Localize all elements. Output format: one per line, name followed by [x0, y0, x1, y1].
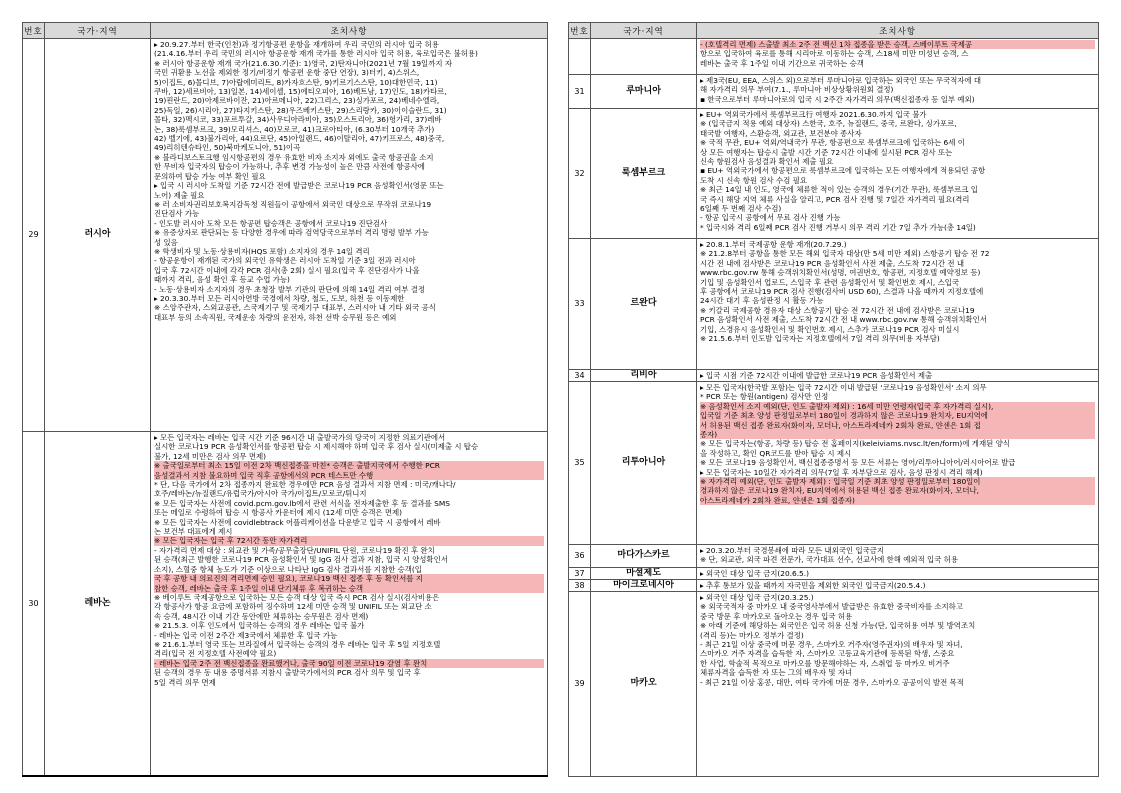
measure-line: 6일째 두 번째 검사 수검)	[700, 204, 782, 214]
measure-cell	[697, 239, 1099, 370]
row-number: 32	[569, 109, 591, 239]
measure-line: 24시간 대기 후 음성판정 시 활동 가능	[700, 296, 824, 306]
measure-line: 상 모든 여행자는 탑승시 출발 시간 기준 72시간 이내에 실시된 PCR 검사 또는	[700, 147, 953, 157]
measure-line: ※ 단, 외교관, 외국 파견 전문가, 국가대표 선수, 선교사에 한해 예외적 입국 허용	[700, 555, 958, 565]
row-number: 29	[23, 39, 45, 432]
country-name: 레바논	[45, 432, 151, 777]
measure-cell	[697, 109, 1099, 239]
measure-line: ※ 학생비자 및 노동·상용비자(HQS 포함) 소지자의 경우 14일 격리	[154, 246, 370, 256]
measure-line: 된 승객(최근 발행한 코로나19 PCR 음성확인서 및 IgG 검사 결과 지참, 입국 시 양성확인서	[154, 555, 448, 565]
row-number	[569, 39, 591, 75]
measure-line: - 자가격리 면제 대상 : 외교관 및 가족/공무출장단/UNIFIL 단원, 코로나19 확진 후 완치	[154, 545, 435, 555]
measure-line: - 레바논 입국 이전 2주간 제3국에서 체류한 후 입국 가능	[154, 630, 338, 640]
measure-line: ※ 블라디보스토크행 임시항공편의 경우 유효한 비자 소지자 외에도 출국 항공권을 소지	[154, 152, 434, 162]
measure-line: 국 즉시 해당 지역 체류 사실을 알리고, PCR 검사 진행 및 7일간 자가격리 필요(격리	[700, 194, 970, 204]
measure-cell	[697, 382, 1099, 545]
measure-line: ※ 21.2.8부터 공항을 통한 모든 해외 입국자 대상(만 5세 미만 제외) 스항공기 탑승 전 72	[700, 249, 990, 259]
measure-line: PCR 음성확인서 사전 제출, 스도착 72시간 전 내 www.rbc.gov.rw 통해 승객위치확인서	[700, 315, 987, 325]
table-row	[569, 568, 1099, 580]
measure-line: - 최근 21일 이상 중국에 머문 경우, 스마카오 거주자(영주권자)의 배우자 및 자녀,	[700, 640, 963, 650]
measure-line: ▸ 20.3.30.부터 모든 러시아연방 국경에서 차량, 철도, 도보, 하천 등 이동제한	[154, 293, 405, 303]
row-number: 39	[569, 592, 591, 777]
document-page	[22, 22, 1099, 777]
table-row	[569, 239, 1099, 370]
measure-line: ※ 음성확인서 소지 예외(단, 인도 출발자 제외) : 16세 미만 연령자(입국 후 자가격리 실시),	[700, 402, 1095, 411]
header-num: 번호	[23, 23, 45, 39]
measure-cell	[697, 39, 1099, 75]
measure-line: 격리(입국 전 지정호텔 사전예약 필요)	[154, 649, 277, 659]
measure-line: ※ 스앙주관자, 스외교공관, 스국제기구 및 국제기구 대표부, 스러시아 내 기타 외국 공식	[154, 303, 436, 313]
measure-line: ※ 모든 입국자는(항공, 차량 등) 탑승 전 홈페이지(keleiviams.nvsc.lt/en/form)에 게재된 양식	[700, 439, 1010, 449]
measure-line: ▸ 입국 시 러시아 도착일 기준 72시간 전에 발급받은 코로나19 PCR 음성확인서(영문 또는	[154, 181, 444, 191]
table-row	[569, 592, 1099, 777]
measure-line: 레바논 출국 후 1주일 이내 기간으로 귀국하는 승객	[700, 58, 864, 68]
measure-line: 불가, 12세 미만은 검사 의무 면제)	[154, 451, 267, 461]
measure-line: ▪ EU+ 역외국가에서 항공편으로 룩셈부르크에 입국하는 모든 여행자에게 적용되던 공항	[700, 166, 986, 176]
measure-line: - 항공 입국시 공항에서 무료 검사 진행 가능	[700, 213, 841, 223]
measure-line: ※ 유증상자로 판단되는 등 다양한 경우에 따라 검역당국으로부터 격리 명령 발부 가능	[154, 228, 429, 238]
measure-line: 노어) 제출 필요	[154, 190, 205, 200]
measure-line: ▸ 20.9.27.부터 한국(인천)과 정기항공편 운항을 재개하여 우리 국민의 러시아 입국 허용	[154, 40, 439, 49]
row-number: 30	[23, 432, 45, 777]
measure-line: 대표부 등의 소속직원, 국제운송 차량의 운전자, 하천 선박 승무원 등은 예외	[154, 312, 397, 322]
row-number: 31	[569, 75, 591, 109]
country-name: 마다가스카르	[591, 545, 697, 568]
country-name: 마이크로네시아	[591, 580, 697, 592]
measure-line: * PCR 또는 항원(antigen) 검사만 인정	[700, 392, 829, 402]
table-row	[23, 432, 548, 777]
country-name: 루마니아	[591, 75, 697, 109]
measure-line: 19)핀란드, 20)아제르바이잔, 21)아르메니아, 22)그리스, 23)싱가포르, 24)베네수엘라,	[154, 96, 440, 106]
country-name: 르완다	[591, 239, 697, 370]
measure-line: ※ 키갈리 국제공항 경유자 대상 스항공기 탑승 전 72시간 전 내에 검사받은 코로나19	[700, 305, 975, 315]
measure-line: 25)독일, 26)시리아, 27)타지키스탄, 28)우즈베키스탄, 29)스리랑카, 30)이이슬란드, 31)	[154, 105, 447, 115]
measure-line: ※ 베이루트 국제공항으로 입국하는 모든 승객 대상 입국 즉시 PCR 검사 실시(검사비용은	[154, 592, 440, 602]
measure-line: * 단, 다음 국가에서 2차 접종까지 완료한 경우에만 PCR 음성 결과서 지참 면제 : 미국/캐나다/	[154, 480, 456, 490]
measure-line: - (호텔격리 면제) 스출발 최소 2주 전 백신 1차 접종을 받은 승객, 스베이루트 국제공	[700, 40, 1095, 49]
measure-line: ※ 러 소비자권리보호복지감독청 직원들이 공항에서 외국인 대상으로 무작위 코로나19	[154, 199, 432, 209]
measure-line: ※ 21.6.1.부터 영국 또는 브라질에서 입국하는 승객의 경우 레바논 입국 후 5일 지정호텔	[154, 639, 441, 649]
measure-line: 입국일 기준 최초 양성 판정일로부터 180일이 경과하지 않은 코로나19 완치자, EU지역에	[700, 411, 1095, 420]
measure-line: 해 자가격리 의무 부여(7.1., 루마니아 비상상황위원회 결정)	[700, 85, 894, 95]
measure-line: 속 승객, 48시간 이내 기간 동안에만 체류하는 승무원은 검사 면제)	[154, 611, 369, 621]
measure-line: ▸ 20.8.1.부터 국제공항 운항 재개(20.7.29.)	[700, 240, 847, 249]
measure-line: - 최근 21일 이상 홍콩, 대만, 여타 국가에 머문 경우, 스마카오 공공이익 발전 목적	[700, 677, 964, 687]
header-measure: 조치사항	[151, 23, 548, 39]
measure-line: 각 항공사가 항공 요금에 포함하여 징수하며 12세 미만 승객 및 UNIFIL 또는 외교단 소	[154, 602, 432, 612]
measure-line: ※ 모든 코로나19 음성확인서, 백신접종증명서 등 모든 서류는 영어/리투아니아어/러시아어로 발급	[700, 458, 1016, 468]
measure-line: 후 공항에서 코로나19 PCR 검사 진행(검사비 USD 60), 스결과 나올 때까지 지정호텔에	[700, 287, 984, 297]
measure-line: 문의하여 탑승 가능 여부 확인 필요	[154, 171, 266, 181]
measure-line: 국민 귀환용 노선을 제외한 정기/비정기 항공편 운항 중단 연장), 3)터키, 4)스위스,	[154, 68, 420, 78]
measure-line: ※ 출국일로부터 최소 15일 이전 2차 백신접종을 마친* 승객은 출발지국에서 수행한 PCR	[154, 461, 544, 470]
table-row	[569, 580, 1099, 592]
measure-line: 서 허용된 백신 접종 완료자(화이자, 모더나, 아스트라제네카 2회차 완료, 얀센은 1회 접	[700, 421, 1095, 430]
measure-line: 쿠바, 12)세르비아, 13)일본, 14)세이셸, 15)에티오피아, 16)베트남, 17)인도, 18)카타르,	[154, 87, 447, 97]
measure-line: ※ 21.5.6.부터 인도발 입국자는 지정호텔에서 7일 격리 의무(비용 자부담)	[700, 334, 940, 344]
measure-line: 성 있음	[154, 237, 178, 247]
measure-line: 종자)	[700, 430, 1095, 439]
measure-line: ※ 최근 14일 내 인도, 영국에 체류한 적이 있는 승객의 경우(기간 무관), 룩셈부르크 입	[700, 185, 978, 195]
country-name: 룩셈부르크	[591, 109, 697, 239]
measure-line: ▸ 모든 입국자는 10일간 자가격리 의무(7일 후 자부담으로 검사, 음성 판정시 격리 해제)	[700, 467, 983, 477]
row-number: 38	[569, 580, 591, 592]
measure-line: 호주/레바논/뉴질랜드/유럽국가/아시아 국가/이집트/모로코/튀니지	[154, 489, 367, 499]
left-table	[22, 22, 548, 777]
right-header-row	[569, 23, 1099, 39]
measure-line: 참한 승객, 레바논 출국 후 1주일 이내 단기체류 후 복귀하는 승객	[154, 584, 544, 593]
measure-line: ※ 자가격리 예외(단, 인도 출발자 제외) : 입국일 기준 최초 양성 판정일로부터 180일이	[700, 477, 1095, 486]
measure-line: ※ 21.5.3. 이후 인도에서 입국하는 승객의 경우 레바논 입국 불가	[154, 621, 365, 631]
measure-line: 실시한 코로나19 PCR 음성확인서를 항공편 탑승 시 제시해야 하며 입국 후 검사 실시(미제출 시 탑승	[154, 442, 479, 452]
measure-line: ※ 외국국적자 중 마카오 내 중국영사부에서 발급받은 유효한 중국비자를 소지하고	[700, 602, 963, 612]
table-row	[23, 39, 548, 432]
header-country: 국가·지역	[591, 23, 697, 39]
header-num: 번호	[569, 23, 591, 39]
measure-line: ▸ 추후 통보가 있을 때까지 자국민을 제외한 외국인 입국금지(20.5.4.)	[700, 581, 926, 590]
header-measure: 조치사항	[697, 23, 1099, 39]
measure-line: ※ 모든 입국자는 입국 후 72시간 동안 자가격리	[154, 536, 544, 545]
measure-line: - 노동·상용비자 소지자의 경우 초청장 발부 기관의 판단에 의해 14일 격리 여부 결정	[154, 284, 426, 294]
measure-line: 기입 및 음성확인서 업로드, 스입국 후 관련 음성확인서 및 확인번호 제시, 스입국	[700, 277, 960, 287]
measure-line: 신속 항원검사 음성결과 확인서 제출 필요	[700, 157, 834, 167]
measure-line: 음성결과서 지참 불요하며 입국 직후 공항에서의 PCR 테스트만 수행	[154, 471, 544, 480]
measure-cell	[697, 592, 1099, 777]
measure-line: (격리 등)는 마카오 정부가 결정)	[700, 630, 804, 640]
measure-line: 스마카오 거주 자격을 습득한 자, 스마카오 고등교육기관에 등록된 학생, 스중요	[700, 649, 955, 659]
measure-line: (21.4.16.부터 우리 국민의 러시아 항공운항 재개 국가를 통한 러시아 입국 허용, 육로입국은 불허용)	[154, 49, 478, 59]
country-name	[591, 39, 697, 75]
country-name: 러시아	[45, 39, 151, 432]
measure-line: * 입국시와 격리 6일째 PCR 검사 진행 거부시 의무 격리 기간 7일 추가 가능(총 14일)	[700, 222, 976, 232]
measure-cell	[697, 545, 1099, 568]
measure-line: 때까지 격리, 음성 확인 후 등교 수업 가능)	[154, 275, 290, 285]
measure-line: - 인도발 러시아 도착 모든 항공편 탑승객은 공항에서 코로나19 진단검사	[154, 218, 388, 228]
measure-line: 기입, 스경유시 음성확인서 및 확인번호 제시, 스추가 코로나19 PCR 검사 미실시	[700, 324, 960, 334]
measure-line: 시간 전 내에 검사받은 코로나19 PCR 음성확인서 사전 제출, 스도착 72시간 전 내	[700, 258, 965, 268]
measure-line: 42) 벨기에, 43)불가리아, 44)요르단, 45)아일랜드, 46)이탈리아, 47)키프로스, 48)중국,	[154, 134, 445, 144]
table-row	[569, 109, 1099, 239]
measure-line: ▸ 제3국(EU, EEA, 스위스 외)으로부터 루마니아로 입국하는 외국인 또는 무국적자에 대	[700, 76, 982, 85]
measure-line: 또는 메일로 수령하여 탑승 시 항공사 카운터에 제시 (12세 미만 승객은 면제)	[154, 508, 403, 518]
measure-line: 논, 38)룩셈부르크, 39)모리셔스, 40)모로코, 41)크로아티아, (6.30부터 10개국 추가)	[154, 124, 435, 134]
measure-line: ▪ 한국으로부터 루마니아로의 입국 시 2주간 자가격리 의무(백신접종자 등 일부 예외)	[700, 94, 975, 104]
left-header-row	[23, 23, 548, 39]
measure-line: 논 보건부 대표에게 제시	[154, 527, 233, 537]
measure-line: www.rbc.gov.rw 통해 승객위치확인서(성명, 여권번호, 항공편, 지정호텔 예약정보 등)	[700, 268, 981, 278]
measure-line: 태국발 여행자, 스환승객, 외교관, 보건분야 종사자	[700, 128, 862, 138]
measure-line: 아스트라제네카 2회차 완료, 얀센은 1회 접종자)	[700, 496, 1095, 505]
table-row	[569, 545, 1099, 568]
measure-line: 입국 후 72시간 이내에 각각 PCR 검사(총 2회) 실시 필요(입국 후 진단검사가 나올	[154, 265, 420, 275]
measure-line: ▸ 모든 입국자(한국발 포함)는 입국 72시간 이내 발급된 '코로나19 음성확인서' 소지 의무	[700, 383, 987, 392]
measure-line: 경과하지 않은 코로나19 완치자, EU지역에서 허용된 백신 접종 완료자(화이자, 모더나,	[700, 486, 1095, 495]
country-name: 리비아	[591, 370, 697, 382]
measure-line: ※ 러시아 항공운항 재개 국가(21.6.30.기준): 1)영국, 2)탄자니아(2021년 7월 19일까지 자	[154, 58, 452, 68]
measure-line: 몰타, 32)멕시코, 33)포르투갈, 34)사우디아라비아, 35)오스트리아, 36)헝가리, 37)레바	[154, 115, 442, 125]
measure-cell	[697, 370, 1099, 382]
measure-line: ▸ 외국인 대상 입국 금지(20.6.5.)	[700, 569, 809, 578]
measure-line: 한 사업, 학술적 목적으로 마카오를 방문해야하는 자, 스취업 등 마카오 비거주	[700, 658, 950, 668]
measure-cell	[697, 568, 1099, 580]
table-row	[569, 75, 1099, 109]
country-name: 마셜제도	[591, 568, 697, 580]
country-name: 리투아니아	[591, 382, 697, 545]
measure-cell	[151, 432, 548, 777]
country-name: 마카오	[591, 592, 697, 777]
measure-line: 49)리히텐슈타인, 50)북마케도니아, 51)이곡	[154, 143, 301, 153]
measure-line: ▸ EU+ 역외국가에서 룩셈부르크行 여행자 2021.6.30.까지 입국 불가	[700, 110, 927, 119]
measure-line: 소지), 스혈중 항체 농도가 기준 이상으로 나타난 IgG 검사 결과서를 지참한 승객(입	[154, 564, 422, 574]
measure-line: ▸ 20.3.20.부터 국경봉쇄에 따라 모든 내외국인 입국금지	[700, 546, 885, 555]
measure-line: 도착 시 신속 항원 검사 수검 필요	[700, 175, 807, 185]
measure-line: ※ 아래 기준에 해당하는 외국인은 입국 허용 신청 가능(단, 입국허용 여부 및 방역조치	[700, 621, 976, 631]
measure-line: ※ 국적 무관, EU+ 역외/역내국가 무관, 항공편으로 룩셈부르크에 입국하는 6세 이	[700, 138, 965, 148]
table-row	[569, 39, 1099, 75]
row-number: 34	[569, 370, 591, 382]
measure-line: 5)이집트, 6)몰디브, 7)아랍에미리트, 8)카자흐스탄, 9)키르기스스탄, 10)대한민국, 11)	[154, 77, 438, 87]
measure-line: ※ 모든 입국자는 사전에 covid.pcm.gov.lb에서 관련 서식을 전자제출한 후 동 결과를 SMS	[154, 498, 450, 508]
measure-cell	[697, 75, 1099, 109]
row-number: 33	[569, 239, 591, 370]
measure-line: 체류자격을 습득한 자 또는 그의 배우자 및 자녀	[700, 668, 853, 678]
measure-line: - 항공운항이 재개된 국가의 외국인 유학생은 러시아 도착일 기준 3일 전과 러시아	[154, 256, 416, 266]
measure-line: 항으로 입국하여 육로를 통해 시리아로 이동하는 승객, 스18세 미만 미성년 승객, 스	[700, 49, 969, 59]
measure-line: 국 후 공항 내 의료진의 격리면제 승인 필요), 코로나19 백신 접종 후 동 확인서를 지	[154, 574, 544, 583]
row-number: 37	[569, 568, 591, 580]
measure-line: ▸ 모든 입국자는 레바논 입국 시간 기준 96시간 내 출발국가의 당국이 지정한 의료기관에서	[154, 433, 446, 442]
measure-line: 을 작성하고, 확인 QR코드를 받아 탑승 시 제시	[700, 448, 852, 458]
measure-cell	[697, 580, 1099, 592]
measure-line: ※ (입국금지 적용 예외 대상자) 스한국, 호주, 뉴질랜드, 중국, 르완다, 싱가포르,	[700, 119, 957, 129]
measure-line: - 레바논 입국 2주 전 백신접종을 완료했거나, 출국 90일 이전 코로나19 감염 후 완치	[154, 659, 544, 668]
measure-line: 5일 격리 의무 면제	[154, 677, 216, 687]
measure-line: ▸ 입국 시점 기준 72시간 이내에 발급한 코로나19 PCR 음성확인서 제출	[700, 371, 933, 380]
measure-cell	[151, 39, 548, 432]
table-row	[569, 370, 1099, 382]
measure-line: 진단검사 가능	[154, 209, 200, 219]
measure-line: 한 무비자 입국자의 탑승이 가능하나, 추후 변경 가능성이 높은 만큼 사전에 항공사에	[154, 162, 425, 172]
measure-line: ※ 모든 입국자는 사전에 covidlebtrack 어플리케이션을 다운받고 입국 시 공항에서 레바	[154, 517, 441, 527]
right-table	[568, 22, 1099, 777]
table-row	[569, 382, 1099, 545]
measure-line: ▸ 외국인 대상 입국 금지(20.3.25.)	[700, 593, 814, 602]
header-country: 국가·지역	[45, 23, 151, 39]
measure-line: 중국 방문 후 마카오로 돌아오는 경우 입국 허용	[700, 611, 853, 621]
row-number: 35	[569, 382, 591, 545]
row-number: 36	[569, 545, 591, 568]
measure-line: 된 승객의 경우 동 내용 증명서류 지참시 출발국가에서의 PCR 검사 의무 및 입국 후	[154, 668, 421, 678]
